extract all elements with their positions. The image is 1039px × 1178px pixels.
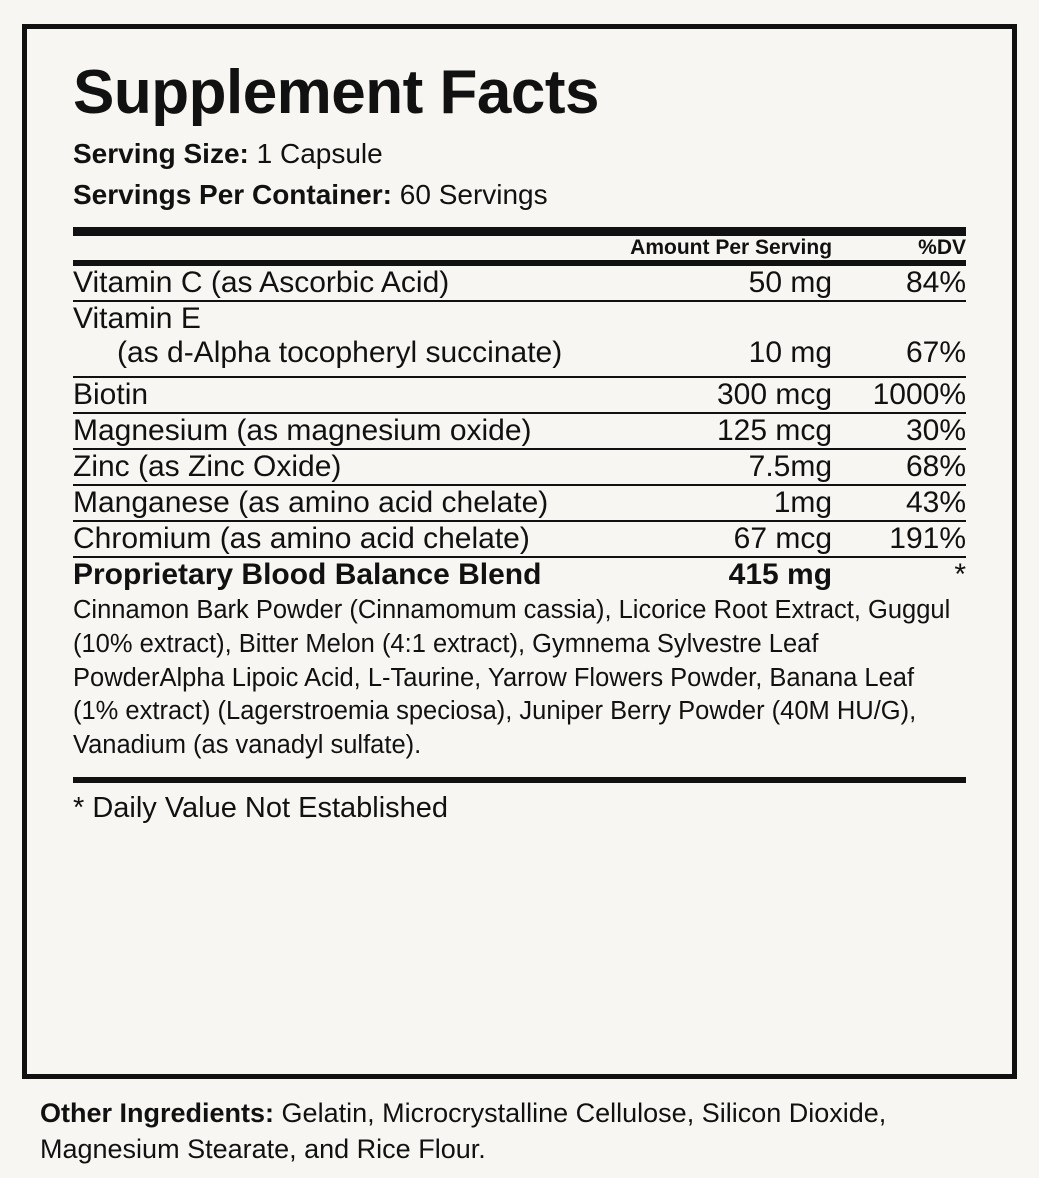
blend-name: Proprietary Blood Balance Blend — [73, 558, 542, 592]
servings-per-container-label: Servings Per Container: — [73, 178, 392, 210]
table-row — [73, 521, 966, 557]
other-ingredients — [40, 1095, 999, 1168]
nutrient-dv: 84% — [832, 266, 966, 301]
header-percent-dv: %DV — [918, 236, 966, 260]
nutrient-dv: 43% — [832, 485, 966, 521]
nutrient-name: Zinc (as Zinc Oxide) — [73, 449, 591, 485]
table-row — [73, 377, 966, 413]
nutrient-name: Vitamin C (as Ascorbic Acid) — [73, 266, 591, 301]
table-row — [73, 449, 966, 485]
nutrient-amount: 7.5mg — [591, 449, 832, 485]
other-ingredients-label: Other Ingredients: — [40, 1098, 275, 1128]
blend-amount: 415 mg — [728, 558, 833, 592]
blend-table — [73, 558, 966, 592]
divider-blend — [73, 777, 966, 783]
table-row — [73, 266, 966, 301]
table-row — [73, 301, 966, 377]
nutrient-amount: 50 mg — [591, 266, 832, 301]
nutrient-amount: 67 mcg — [591, 521, 832, 557]
table-row — [73, 413, 966, 449]
page-title: Supplement Facts — [73, 58, 599, 127]
blend-ingredients: Cinnamon Bark Powder (Cinnamomum cassia), Licorice Root Extract, Guggul (10% extract), Bitter Melon (4:1 extract), Gymnema Sylvestre Leaf PowderAlpha Lipoic Acid, L-Taurine, Yarrow Flowers Powder, Banana Leaf (1% extract) (Lagerstroemia speciosa), Juniper Berry Powder (40M HU/G), Vanadium (as vanadyl sulfate). — [73, 596, 951, 760]
nutrient-dv: 30% — [832, 413, 966, 449]
nutrient-dv: 1000% — [832, 377, 966, 413]
header-amount-per-serving: Amount Per Serving — [630, 236, 833, 260]
nutrient-amount: 1mg — [591, 485, 832, 521]
nutrient-name: Manganese (as amino acid chelate) — [73, 485, 591, 521]
nutrient-name-main: Vitamin E — [73, 302, 201, 336]
serving-size-value: 1 Capsule — [256, 138, 383, 170]
blend-dv: * — [954, 558, 966, 592]
serving-size-label: Serving Size: — [73, 138, 249, 170]
nutrient-amount: 125 mcg — [591, 413, 832, 449]
nutrient-dv: 68% — [832, 449, 966, 485]
daily-value-note: * Daily Value Not Established — [73, 791, 449, 824]
servings-per-container-value: 60 Servings — [399, 178, 548, 210]
servings-per-container-line — [73, 175, 986, 216]
other-ingredients-value: Gelatin, Microcrystalline Cellulose, Silicon Dioxide, Magnesium Stearate, and Rice Flour. — [40, 1098, 887, 1165]
supplement-facts-panel — [22, 24, 1017, 1079]
nutrient-name: Chromium (as amino acid chelate) — [73, 521, 591, 557]
nutrient-name-sub: (as d-Alpha tocopheryl succinate) — [117, 336, 563, 370]
nutrient-amount: 10 mg — [591, 301, 832, 377]
nutrition-table — [73, 236, 966, 260]
nutrient-name: Biotin — [73, 377, 591, 413]
table-header-row — [73, 236, 966, 260]
nutrient-name — [73, 301, 591, 377]
blend-row — [73, 558, 966, 592]
nutrient-dv: 67% — [832, 301, 966, 377]
divider-top — [73, 227, 966, 236]
nutrient-dv: 191% — [832, 521, 966, 557]
nutrient-name: Magnesium (as magnesium oxide) — [73, 413, 591, 449]
serving-size-line — [73, 134, 986, 175]
nutrient-amount: 300 mcg — [591, 377, 832, 413]
table-row — [73, 485, 966, 521]
header-spacer — [73, 236, 591, 260]
nutrient-rows-table — [73, 266, 966, 558]
